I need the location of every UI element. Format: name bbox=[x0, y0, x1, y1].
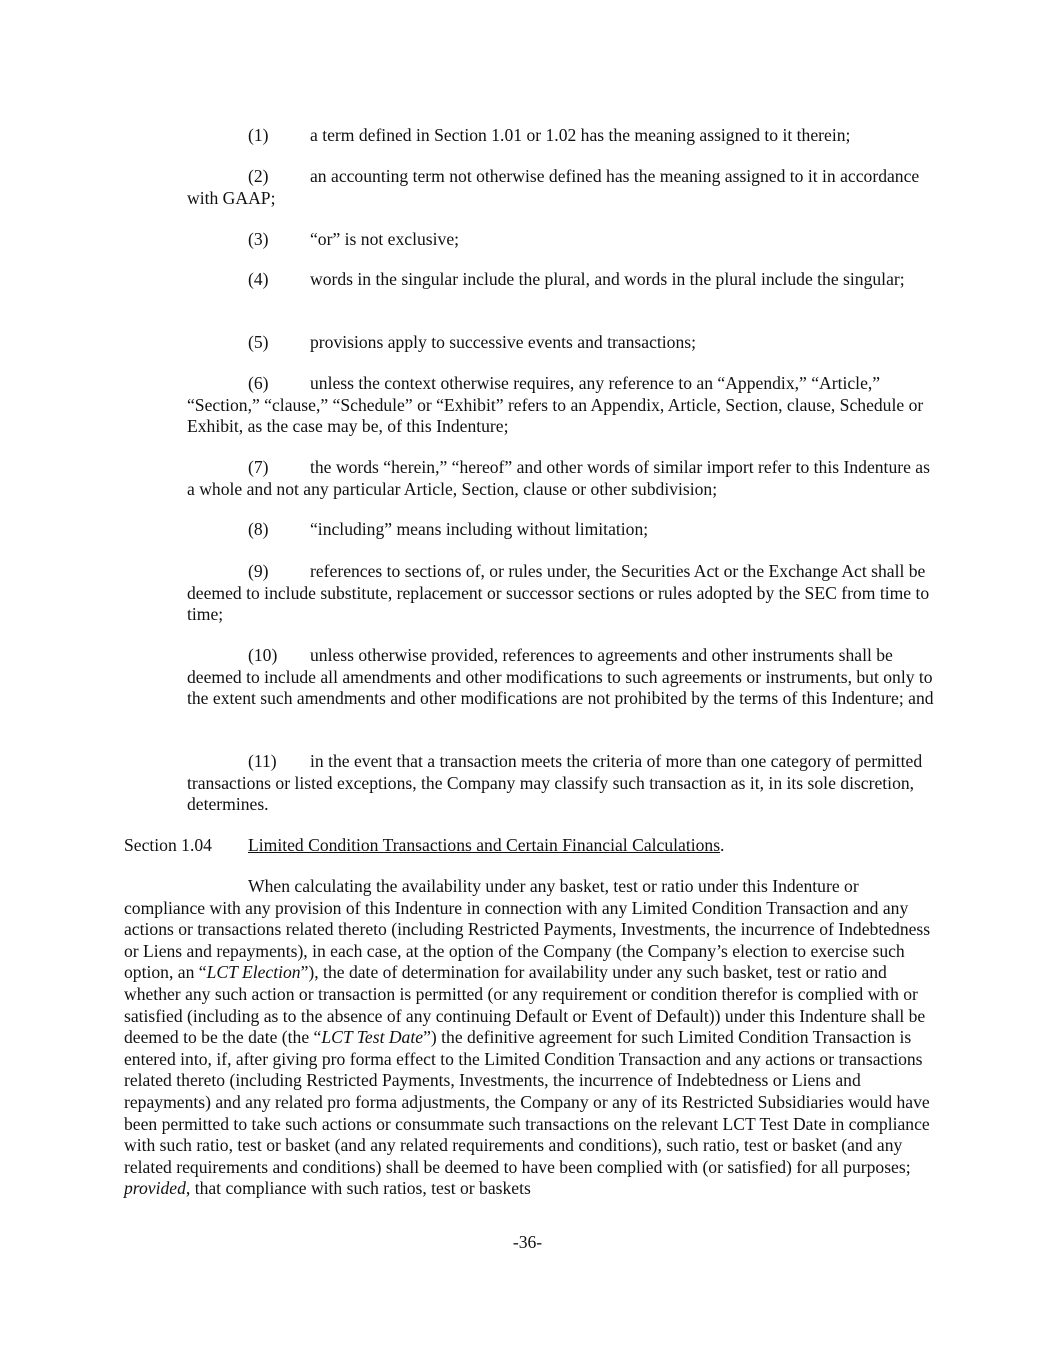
list-item bbox=[187, 125, 939, 147]
item-number: (8) bbox=[248, 519, 269, 539]
item-text: references to sections of, or rules under, the Securities Act or the Exchange Act shall be deemed to include substitute, replacement or successor sections or rules adopted by the SEC from time to time; bbox=[187, 561, 930, 625]
item-text: a term defined in Section 1.01 or 1.02 has the meaning assigned to it therein; bbox=[310, 125, 851, 145]
body-text-1: When calculating the availability under any basket, test or ratio under this Indenture or compliance with any provision of this Indenture in connection with any Limited Condition Transaction and any actions or transactions related thereto (including Restricted Payments, Investments, the incurrence of Indebtedness or Liens and repayments), in each case, at the option of the Company (the Company’s election to exercise such option, an “ bbox=[124, 876, 931, 983]
defined-term-lct-election: LCT Election bbox=[206, 962, 301, 983]
body-text-3: ”) the definitive agreement for such Limited Condition Transaction is entered into, if, after giving pro forma effect to the Limited Condition Transaction and any actions or transactions related thereto (including Restricted Payments, Investments, the incurrence of Indebtedness or Liens and repayments) and any related pro forma adjustments, the Company or any of its Restricted Subsidiaries would have been permitted to take such actions or consummate such transactions on the relevant LCT Test Date in compliance with such ratio, test or basket (and any related requirements and conditions), such ratio, test or basket (and any related requirements and conditions) shall be deemed to have been complied with (or satisfied) for all purposes; bbox=[124, 1027, 930, 1177]
body-paragraph bbox=[124, 876, 939, 1200]
page-number: -36- bbox=[512, 1232, 543, 1252]
list-item bbox=[187, 561, 939, 626]
item-text: “or” is not exclusive; bbox=[310, 229, 460, 249]
item-number: (10) bbox=[248, 645, 278, 665]
list-item bbox=[187, 519, 939, 541]
list-item bbox=[187, 751, 939, 816]
item-number: (1) bbox=[248, 125, 269, 145]
item-number: (9) bbox=[248, 561, 269, 581]
list-item bbox=[187, 645, 939, 710]
list-item bbox=[187, 457, 939, 500]
item-text: unless otherwise provided, references to agreements and other instruments shall be deemed to include all amendments and other modifications to such agreements or instruments, but only to the extent such amendments and other modifications are not prohibited by the terms of this Indenture; and bbox=[187, 645, 934, 709]
defined-term-lct-test-date: LCT Test Date bbox=[321, 1027, 424, 1048]
section-number: Section 1.04 bbox=[124, 835, 212, 855]
item-text: words in the singular include the plural, and words in the plural include the singular; bbox=[310, 269, 905, 289]
section-heading bbox=[124, 835, 939, 857]
item-number: (11) bbox=[248, 751, 277, 771]
term-provided: provided bbox=[124, 1178, 186, 1199]
item-number: (6) bbox=[248, 373, 269, 393]
list-item bbox=[187, 166, 939, 209]
list-item bbox=[187, 229, 939, 251]
item-number: (4) bbox=[248, 269, 269, 289]
item-text: provisions apply to successive events and transactions; bbox=[310, 332, 697, 352]
item-number: (5) bbox=[248, 332, 269, 352]
item-text: the words “herein,” “hereof” and other words of similar import refer to this Indenture as a whole and not any particular Article, Section, clause or other subdivision; bbox=[187, 457, 930, 499]
item-text: “including” means including without limitation; bbox=[310, 519, 649, 539]
item-text: in the event that a transaction meets the criteria of more than one category of permitted transactions or listed exceptions, the Company may classify such transaction as it, in its sole discretion, determines. bbox=[187, 751, 923, 815]
item-number: (3) bbox=[248, 229, 269, 249]
item-text: unless the context otherwise requires, any reference to an “Appendix,” “Article,” “Section,” “clause,” “Schedule” or “Exhibit” refers to an Appendix, Article, Section, clause, Schedule or Exhibit, as the case may be, of this Indenture; bbox=[187, 373, 924, 437]
section-title-period: . bbox=[720, 835, 725, 855]
list-item bbox=[187, 332, 939, 354]
item-number: (2) bbox=[248, 166, 269, 186]
item-text: an accounting term not otherwise defined has the meaning assigned to it in accordance with GAAP; bbox=[187, 166, 920, 208]
item-number: (7) bbox=[248, 457, 269, 477]
list-item bbox=[187, 373, 939, 438]
section-title: Limited Condition Transactions and Certain Financial Calculations bbox=[248, 835, 721, 855]
list-item bbox=[187, 269, 939, 291]
body-text-2: ”), the date of determination for availability under any such basket, test or ratio and whether any such action or transaction is permitted (or any requirement or condition therefor is complied with or satisfied (including as to the absence of any continuing Default or Event of Default)) under this Indenture shall be deemed to be the date (the “ bbox=[124, 962, 926, 1048]
body-text-4: , that compliance with such ratios, test or baskets bbox=[185, 1178, 531, 1199]
